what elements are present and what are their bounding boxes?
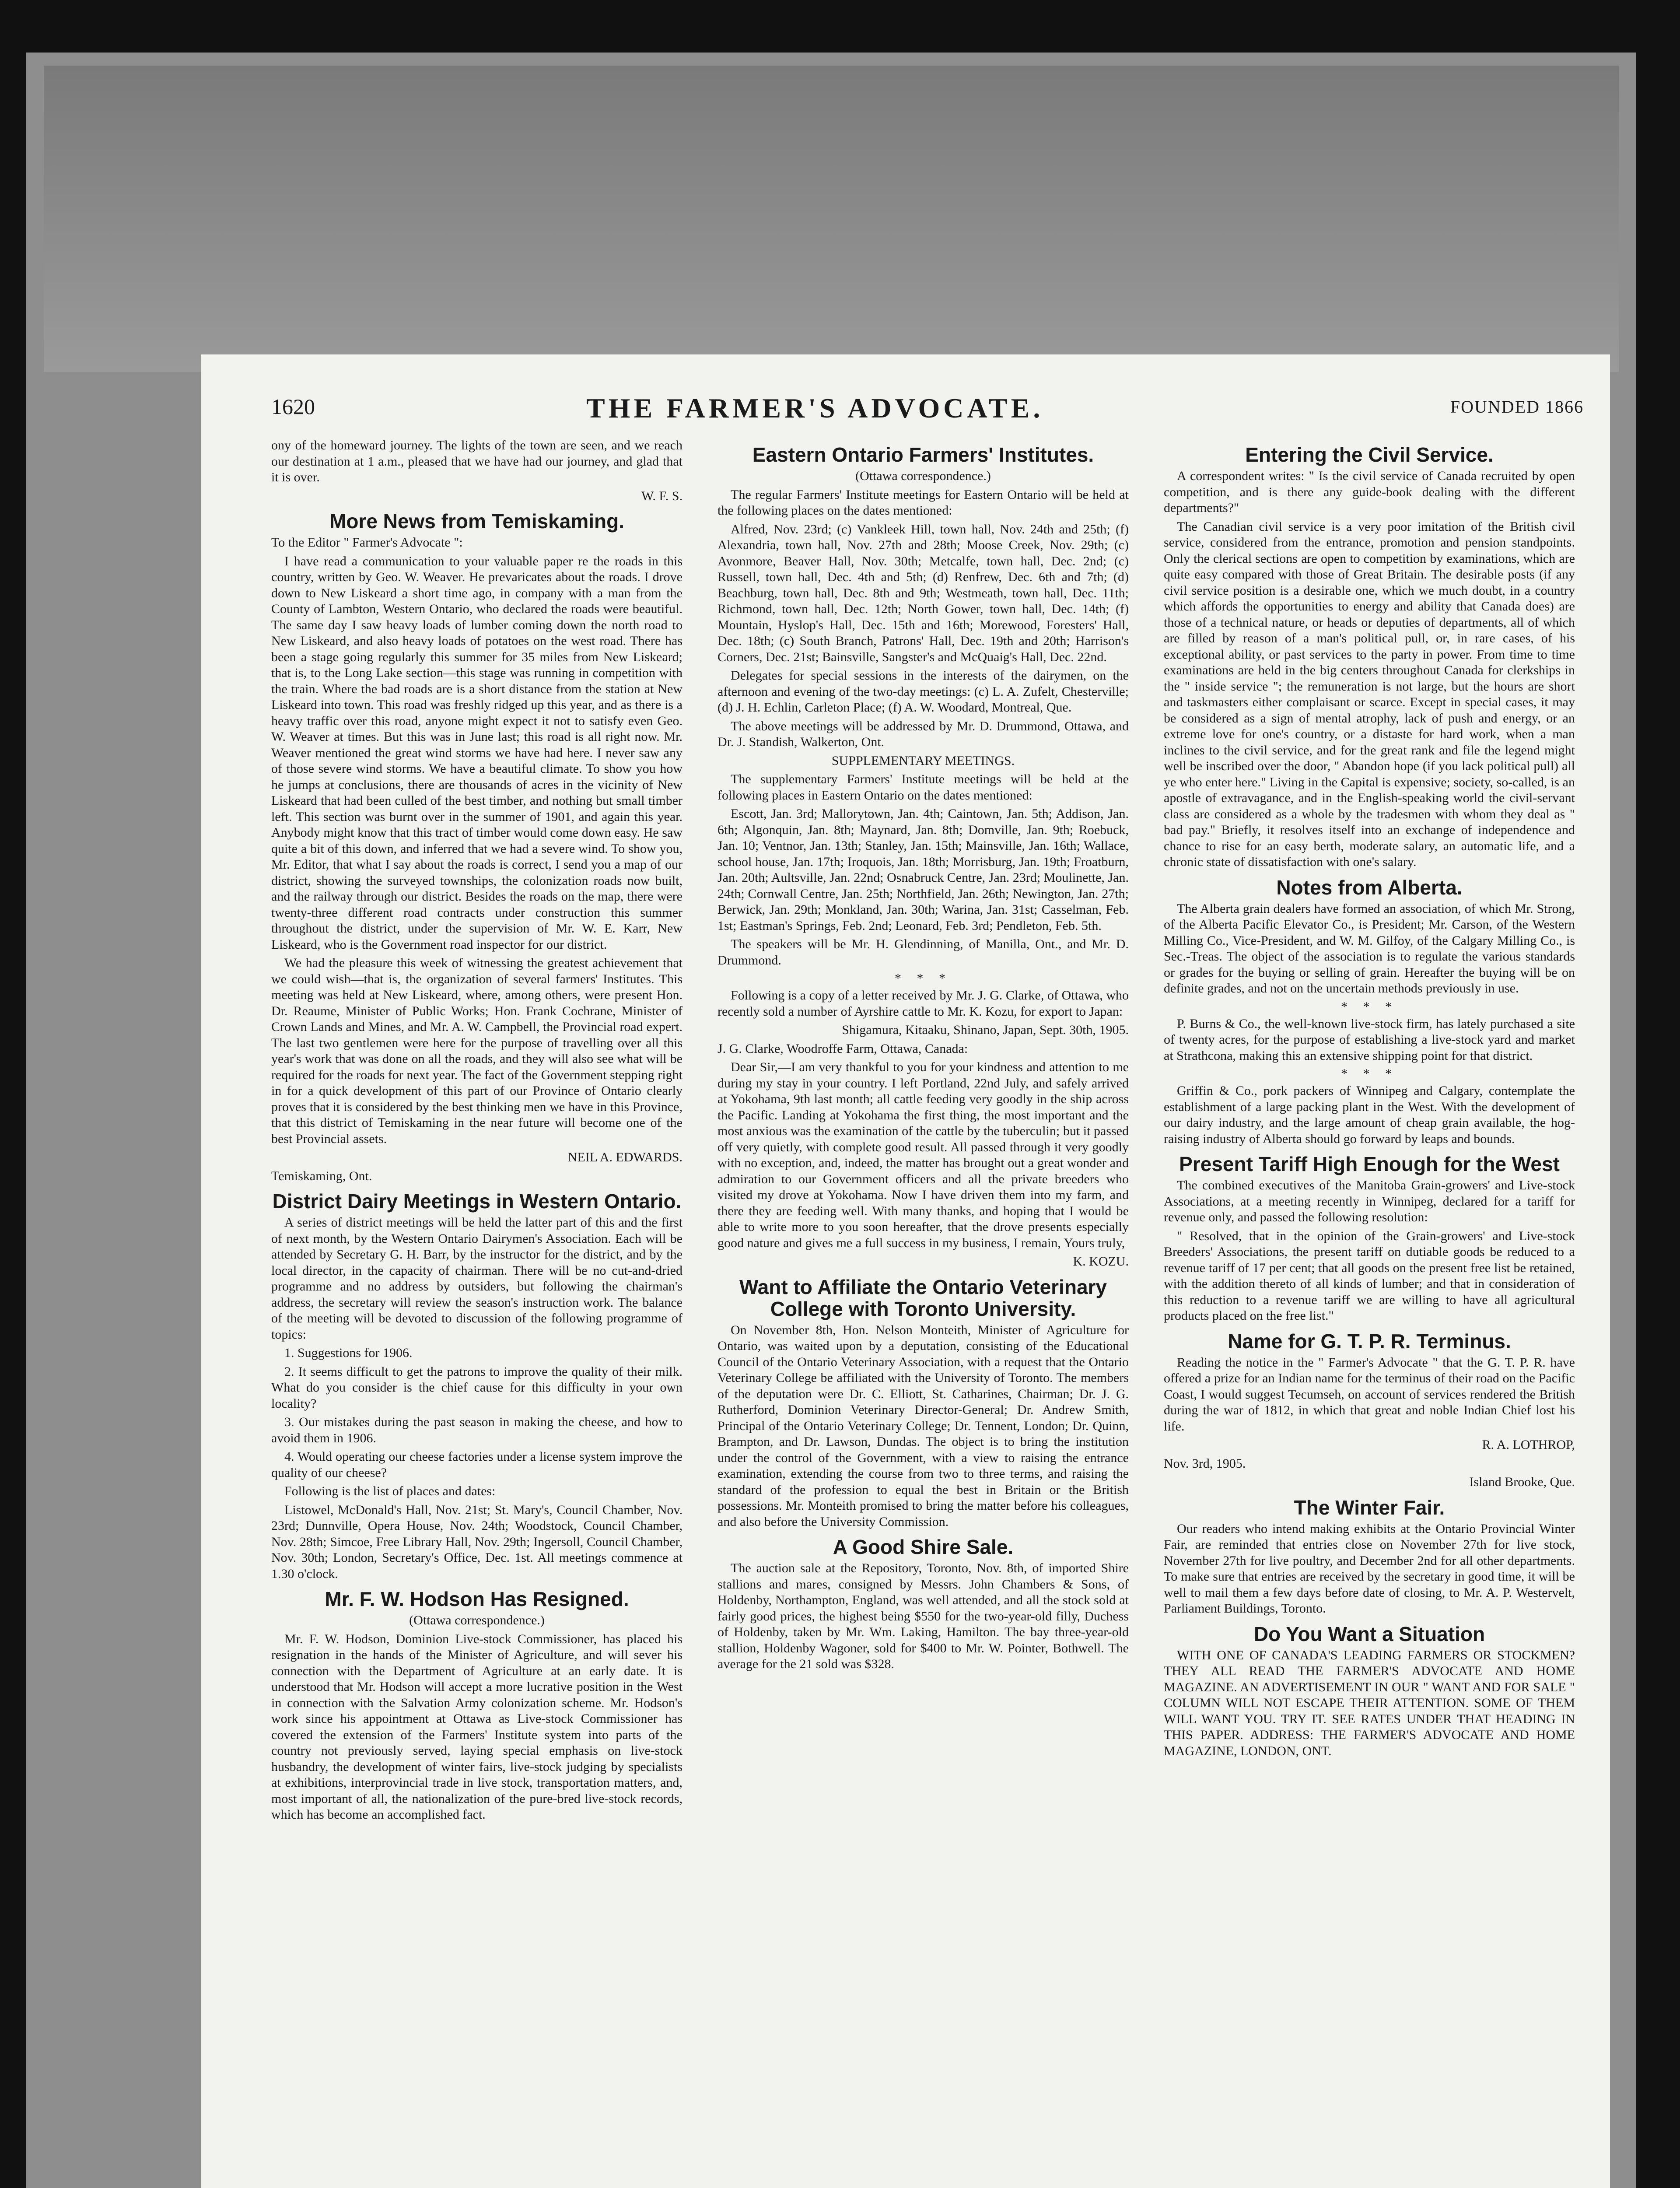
paper-title: THE FARMER'S ADVOCATE. [586, 393, 1044, 424]
headline-temiskaming: More News from Temiskaming. [329, 510, 624, 533]
separator-stars: * * * [1341, 999, 1398, 1014]
headline-institutes: Eastern Ontario Farmers' Institutes. [752, 443, 1094, 466]
headline-alberta: Notes from Alberta. [1276, 876, 1463, 899]
article-text: ony of the homeward journey. The lights of the town are seen, and we reach our destination at 1 a.m., pleased that we have had our journey, and glad that it is over. [271, 438, 682, 484]
subheading-supplementary: SUPPLEMENTARY MEETINGS. [831, 753, 1015, 768]
article-text: We had the pleasure this week of witnessing the greatest achievement that we could wish—that is, the organization of several farmers' Institutes. This meeting was held at New Liskeard, where, among others, were present Hon. Dr. Reaume, Minister of Public Works; Hon. Frank Cochrane, Minister of Crown Lands and Mines, and Mr. A. W. Campbell, the Provincial road expert. The last two gentlemen were here for the purpose of travelling over all this year's work that was done on all the roads, and they will also see what will be required for the roads for next year. The fact of the Government stepping right in for a quick development of this part of our Province of Ontario clearly proves that it is considered by the best thinking men we have in this Province, that this district of Temiskaming in the near future will become one of the best Provincial assets. [271, 956, 682, 1146]
letter-body: Dear Sir,—I am very thankful to you for your kindness and attention to me during my stay in your country. I left Portland, 22nd July, and safely arrived at Yokohama, 9th last month; all cattle feeding very goodly in the ship across the Pacific. Landing at Yokohama the first thing, the most important and the most anxious was the examination of the cattle by the tuberculin; but it passed off very quietly, with complete good result. All passed through it very goodly with no exception, and, indeed, the matter has brought out a great wonder and admiration to our Government officers and all the private breeders who visited my drove at Yokohama. Now I have driven them into my farm, and there they are feeding well. With many thanks, and hoping that I would be able to write more to you soon hereafter, that the drove presents especially good nature and gives me a full success in my business, I remain, Yours truly, [718, 1060, 1129, 1250]
article-text: The regular Farmers' Institute meetings for Eastern Ontario will be held at the following places on the dates mentioned: [718, 487, 1129, 518]
headline-civil-service: Entering the Civil Service. [1245, 443, 1494, 466]
column-right [1164, 438, 1575, 2188]
article-text: The speakers will be Mr. H. Glendinning, of Manilla, Ont., and Mr. D. Drummond. [718, 937, 1129, 968]
headline-hodson: Mr. F. W. Hodson Has Resigned. [325, 1588, 629, 1610]
article-text: Our readers who intend making exhibits at the Ontario Provincial Winter Fair, are reminded that entries close on November 27th for live stock, November 27th for live poultry, and December 2nd for all other departments. To make sure that entries are received by the secretary in good time, it will be well to mail them a few days before date of closing, to Mr. A. P. Westervelt, Parliament Buildings, Toronto. [1164, 1521, 1575, 1616]
article-text: Griffin & Co., pork packers of Winnipeg and Calgary, contemplate the establishment of a large packing plant in the West. With the development of our dairy industry, and the large amount of cheap grain available, the hog-raising industry of Alberta should go forward by leaps and bounds. [1164, 1083, 1575, 1146]
letter-address: J. G. Clarke, Woodroffe Farm, Ottawa, Canada: [718, 1041, 968, 1056]
article-text: P. Burns & Co., the well-known live-stock firm, has lately purchased a site of twenty acres, for the purpose of establishing a live-stock yard and market at Strathcona, making this an extensive shipping point for that district. [1164, 1016, 1575, 1063]
topic-item: 2. It seems difficult to get the patrons to improve the quality of their milk. What do you consider is the chief cause for this difficulty in your own locality? [271, 1364, 682, 1411]
topic-item: 3. Our mistakes during the past season in making the cheese, and how to avoid them in 1906. [271, 1415, 682, 1445]
signature: NEIL A. EDWARDS. [567, 1150, 682, 1164]
article-text: Mr. F. W. Hodson, Dominion Live-stock Commissioner, has placed his resignation in the hands of the Minister of Agriculture, and will sever his connection with the Department of Agriculture at an early date. It is understood that Mr. Hodson will accept a more lucrative position in the West in connection with the Salvation Army colonization scheme. Mr. Hodson's work since his appointment at Ottawa as Live-stock Commissioner has covered the extension of the Farmers' Institute system into parts of the country not previously served, laying special emphasis on live-stock husbandry, the development of winter fairs, live-stock judging by specialists at exhibitions, interprovincial trade in live stock, transportation matters, and, most important of all, the nationalization of the pure-bred live-stock records, which has become an accomplished fact. [271, 1631, 682, 1822]
separator-stars: * * * [1341, 1066, 1398, 1081]
article-text: The auction sale at the Repository, Toronto, Nov. 8th, of imported Shire stallions and mares, consigned by Messrs. John Chambers & Sons, of Holdenby, Northampton, England, was well attended, and all the stock sold at fairly good prices, the highest being $550 for the two-year-old filly, Duchess of Holdenby, taken by Mr. Wm. Laking, Hamilton. The bay three-year-old stallion, Holdenby Wagoner, sold for $400 to Mr. W. Pointer, Bothwell. The average for the 21 sold was $328. [718, 1561, 1129, 1671]
advertisement-text: WITH ONE OF CANADA'S LEADING FARMERS OR STOCKMEN? THEY ALL READ THE FARMER'S ADVOCATE AND HOME MAGAZINE. AN ADVERTISEMENT IN OUR " WANT AND FOR SALE " COLUMN WILL NOT ESCAPE THEIR ATTENTION. SOME OF THEM WILL WANT YOU. TRY IT. SEE RATES UNDER THAT HEADING IN THIS PAPER. ADDRESS: THE FARMER'S ADVOCATE AND HOME MAGAZINE, LONDON, ONT. [1164, 1648, 1575, 1758]
article-text: Reading the notice in the " Farmer's Advocate " that the G. T. P. R. have offered a prize for an Indian name for the terminus of their road on the Pacific Coast, I would suggest Tecumseh, on account of services rendered the British during the war of 1812, in which that great and noble Indian Chief lost his life. [1164, 1355, 1575, 1434]
article-text: Following is the list of places and dates: [284, 1484, 496, 1498]
letter-date: Nov. 3rd, 1905. [1164, 1456, 1246, 1471]
byline: (Ottawa correspondence.) [855, 469, 991, 483]
signature: R. A. LOTHROP, [1482, 1438, 1575, 1452]
headline-situation: Do You Want a Situation [1253, 1622, 1485, 1645]
scan-frame-top [44, 66, 1619, 372]
article-text: A series of district meetings will be held the latter part of this and the first of next month, by the Western Ontario Dairymen's Association. Each will be attended by Secretary G. H. Barr, by the instructor for the district, and by the local director, in the capacity of chairman. There will be no cut-and-dried programme and no address by outsiders, but following the chairman's address, the secretary will review the season's instruction work. The balance of the meeting will be devoted to discussion of the following programme of topics: [271, 1215, 682, 1342]
article-text: Delegates for special sessions in the interests of the dairymen, on the afternoon and evening of the two-day meetings: (c) L. A. Zufelt, Chesterville; (d) J. H. Echlin, Carleton Place; (f) A. W. Woodard, Montreal, Que. [718, 668, 1129, 715]
article-text: Listowel, McDonald's Hall, Nov. 21st; St. Mary's, Council Chamber, Nov. 23rd; Dunnville, Opera House, Nov. 24th; Woodstock, Council Chamber, Nov. 28th; Simcoe, Free Library Hall, Nov. 29th; Ingersoll, Council Chamber, Nov. 30th; London, Secretary's Office, Dec. 1st. All meetings commence at 1.30 o'clock. [271, 1502, 682, 1581]
topic-item: 4. Would operating our cheese factories under a license system improve the quality of our cheese? [271, 1449, 682, 1480]
column-middle [718, 438, 1129, 2188]
article-text: The Alberta grain dealers have formed an association, of which Mr. Strong, of the Alberta Pacific Elevator Co., is President; Mr. Carson, of the Western Milling Co., Vice-President, and W. M. Gilfoy, of the Calgary Milling Co., is Sec.-Treas. The object of the association is to regulate the various standards or grades for the buying or selling of grain. Hereafter the buying will be on definite grades, and not on the uncertain methods previously in use. [1164, 901, 1575, 996]
article-text: Escott, Jan. 3rd; Mallorytown, Jan. 4th; Caintown, Jan. 5th; Addison, Jan. 6th; Algonquin, Jan. 8th; Maynard, Jan. 8th; Domville, Jan. 9th; Roebuck, Jan. 10; Ventnor, Jan. 13th; Stanley, Jan. 15th; Mainsville, Jan. 16th; Wallace, school house, Jan. 17th; Iroquois, Jan. 18th; Morrisburg, Jan. 19th; Froatburn, Jan. 20th; Aultsville, Jan. 22nd; Osnabruck Centre, Jan. 23rd; Moulinette, Jan. 24th; Cornwall Centre, Jan. 25th; Northfield, Jan. 26th; Newington, Jan. 27th; Berwick, Jan. 29th; Monkland, Jan. 30th; Warina, Jan. 31st; Casselman, Feb. 1st; Eastman's Springs, Feb. 2nd; Leonard, Feb. 3rd; Pendleton, Feb. 5th. [718, 806, 1129, 933]
article-text: Following is a copy of a letter received by Mr. J. G. Clarke, of Ottawa, who recently sold a number of Ayrshire cattle to Mr. K. Kozu, for export to Japan: [718, 988, 1129, 1019]
founded-date: FOUNDED 1866 [1450, 397, 1584, 417]
page-number: 1620 [271, 394, 315, 419]
topic-item: 1. Suggestions for 1906. [284, 1346, 413, 1360]
headline-winter-fair: The Winter Fair. [1294, 1496, 1445, 1519]
article-text: The above meetings will be addressed by Mr. D. Drummond, Ottawa, and Dr. J. Standish, Walkerton, Ont. [718, 719, 1129, 749]
newspaper-page [201, 354, 1610, 2188]
headline-dairy-meetings: District Dairy Meetings in Western Ontario. [272, 1190, 682, 1213]
headline-veterinary: Want to Affiliate the Ontario Veterinary College with Toronto University. [739, 1275, 1107, 1320]
article-text: A correspondent writes: " Is the civil service of Canada recruited by open competition, and is there any guide-book dealing with the different departments?" [1164, 469, 1575, 515]
headline-shire-sale: A Good Shire Sale. [833, 1536, 1014, 1558]
article-text: On November 8th, Hon. Nelson Monteith, Minister of Agriculture for Ontario, was waited upon by a deputation, consisting of the Educational Council of the Ontario Veterinary Association, with a request that the Ontario Veterinary College be affiliated with the University of Toronto. The members of the deputation were Dr. C. Elliott, St. Catharines, Chairman; Dr. J. G. Rutherford, Dominion Veterinary Director-General; Dr. Andrew Smith, Principal of the Ontario Veterinary College; Dr. Tennent, London; Dr. Quinn, Brampton, and Dr. Lawson, Dundas. The object is to bring the institution under the control of the Government, with a view to raising the entrance examination, extending the course from two to three terms, and raising the standard of the profession to equal the best in Britain or the British possessions. Mr. Monteith promised to bring the matter before his colleagues, and also before the University Commission. [718, 1322, 1129, 1529]
masthead [271, 394, 1584, 433]
article-text: The combined executives of the Manitoba Grain-growers' and Live-stock Associations, at a meeting recently in Winnipeg, declared for a tariff for revenue only, and passed the following resolution: [1164, 1178, 1575, 1224]
column-left [271, 438, 682, 2188]
separator-stars: * * * [895, 971, 952, 985]
headline-gtpr: Name for G. T. P. R. Terminus. [1228, 1329, 1511, 1353]
article-text: I have read a communication to your valuable paper re the roads in this country, written by Geo. W. Weaver. He prevaricates about the roads. I drove down to New Liskeard a short time ago, in company with a man from the County of Lambton, Western Ontario, who declared the roads were beautiful. The same day I saw heavy loads of lumber coming down the north road to New Liskeard, and also heavy loads of potatoes on the west road. There has been a stage going regularly this summer for 35 miles from New Liskeard; that is, to the Long Lake section—this stage was running in competition with the train. Where the bad roads are is a short distance from the station at New Liskeard into town. This road was freshly ridged up this year, and as there is a heavy traffic over this road, anyone might expect it not to satisfy even Geo. W. Weaver at times. But this was in June last; this road is all right now. Mr. Weaver mentioned the great wind storms we have had here. I never saw any of those severe wind storms. We have a beautiful climate. To show you how he jumps at conclusions, there are thousands of acres in the vicinity of New Liskeard that had been culled of the best timber, and nothing but small timber left. This section was burnt over in the summer of 1901, and again this year. Anybody might know that this tract of timber would come down easy. He saw quite a bit of this down, and inferred that we had a severe wind. To show you, Mr. Editor, that what I say about the roads is correct, I send you a map of our district, showing the surveyed townships, the colonization roads now built, and the railway through our district. Besides the roads on the map, there were twenty-three different road contracts under construction this summer throughout the district, under the supervision of Mr. W. E. Karr, New Liskeard, who is the Government road inspector for our district. [271, 554, 682, 952]
article-text: " Resolved, that in the opinion of the Grain-growers' and Live-stock Breeders' Associations, the present tariff on dutiable goods be reduced to a revenue tariff of 17 per cent; that all goods on the present free list be retained, with the addition thereto of all kinds of lumber; and that in consideration of this reduction to a revenue tariff we are willing to have all agricultural products placed on the free list." [1164, 1228, 1575, 1323]
article-text: The Canadian civil service is a very poor imitation of the British civil service, considered from the entrance, promotion and pension standpoints. Only the clerical sections are open to competition by examinations, which are quite easy compared with those of Great Britain. The desirable posts (if any civil service position is a desirable one, which we much doubt, in a country which affords the opportunities to energy and ability that Canada does) are those of a technical nature, or heads or deputies of departments, all of which are filled by reason of a man's political pull, or, in rare cases, of his exceptional ability, or past services to the party in power. From time to time examinations are held in the big centers throughout Canada for clerkships in the " inside service "; the remuneration is not large, but the hours are short and taskmasters either complaisant or scarce. Except in special cases, it may be considered as a sign of mental atrophy, lack of push and energy, or an extreme love for one's country, or a distaste for hard work, when a man inclines to the civil service, and for the great rank and file the legend might well be inscribed over the door, " Abandon hope (if you lack political pull) all ye who enter here." Living in the Capital is expensive; society, so-called, is an apostle of extravagance, and in the English-speaking world the civil-servant class are considered as a whole by the tradesmen with whom they deal as " bad pay." Briefly, it resolves itself into an exchange of independence and chance to rise for an easy berth, moderate salary, an automatic life, and a chronic state of dissatisfaction with one's salary. [1164, 519, 1575, 869]
byline: (Ottawa correspondence.) [409, 1613, 545, 1627]
article-text: The supplementary Farmers' Institute meetings will be held at the following places in Eastern Ontario on the dates mentioned: [718, 772, 1129, 803]
signature: W. F. S. [641, 488, 682, 503]
article-text: To the Editor " Farmer's Advocate ": [271, 535, 463, 550]
letter-place: Island Brooke, Que. [1469, 1475, 1575, 1489]
article-text: Alfred, Nov. 23rd; (c) Vankleek Hill, town hall, Nov. 24th and 25th; (f) Alexandria, town hall, Nov. 27th and 28th; Moose Creek, Nov. 29th; (c) Avonmore, Beaver Hall, Nov. 30th; Metcalfe, town hall, Dec. 2nd; (c) Russell, town hall, Dec. 4th and 5th; (d) Renfrew, Dec. 6th and 7th; (d) Beachburg, town hall, Dec. 8th and 9th; Westmeath, town hall, Dec. 11th; Richmond, town hall, Dec. 12th; North Gower, town hall, Dec. 14th; (f) Mountain, Hyslop's Hall, Dec. 15th and 16th; Morewood, Foresters' Hall, Dec. 18th; (c) South Branch, Patrons' Hall, Dec. 19th and 20th; Harrison's Corners, Dec. 21st; Bainsville, Sangster's and McQuaig's Hall, Dec. 22nd. [718, 522, 1129, 664]
article-text: Temiskaming, Ont. [271, 1168, 372, 1183]
headline-tariff: Present Tariff High Enough for the West [1179, 1153, 1560, 1175]
signature: K. KOZU. [1073, 1254, 1129, 1269]
letter-place: Shigamura, Kitaaku, Shinano, Japan, Sept. 30th, 1905. [842, 1023, 1129, 1037]
